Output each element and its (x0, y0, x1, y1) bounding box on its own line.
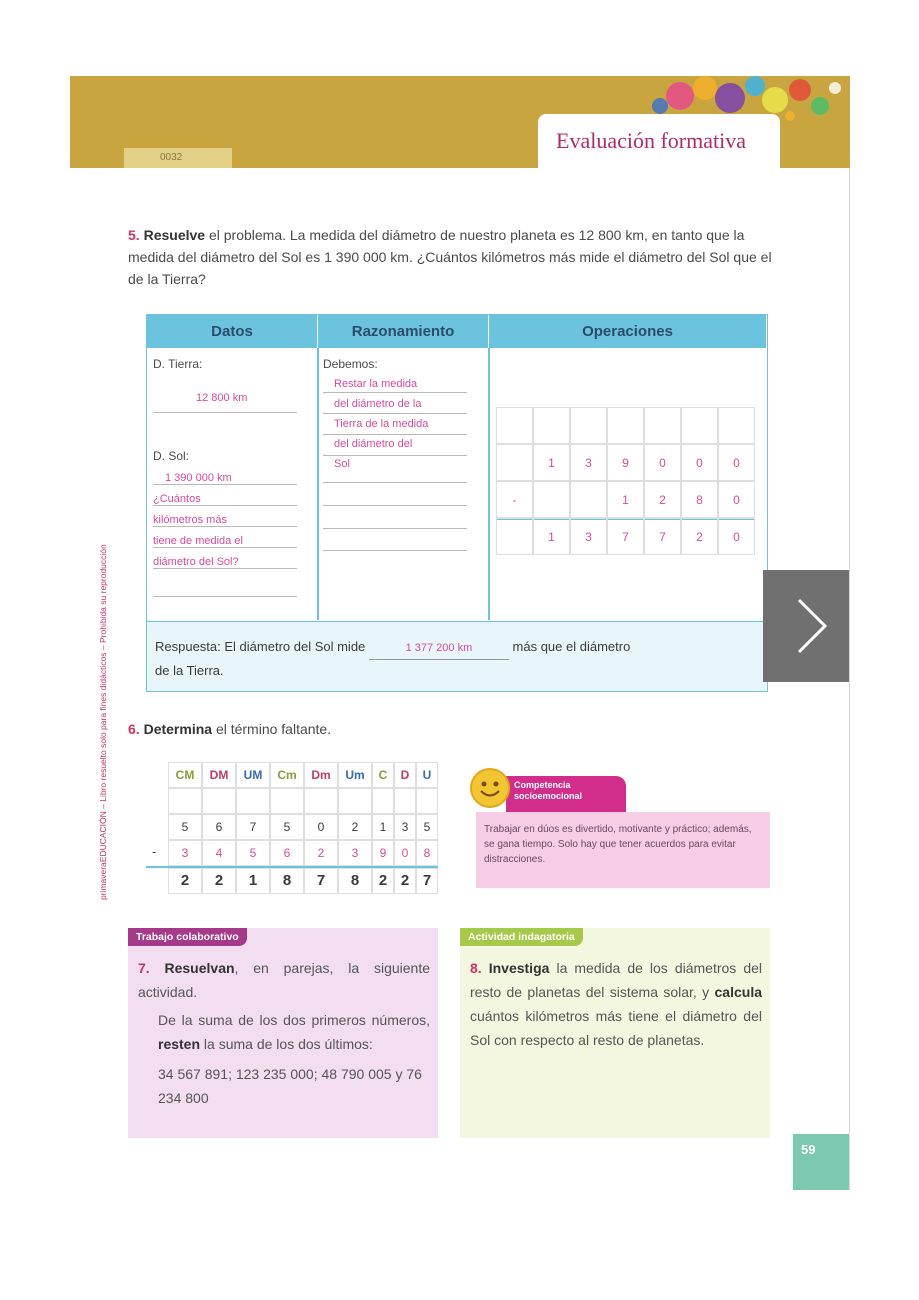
ops-cell (533, 407, 570, 444)
pv-cell: 2 (372, 868, 394, 894)
actividad-indagatoria-label: Actividad indagatoria (460, 928, 583, 946)
datos-sol-label: D. Sol: (153, 449, 190, 463)
pv-cell: 2 (304, 840, 338, 866)
page-code: 0032 (124, 148, 232, 168)
razonamiento-line: Restar la medida (334, 378, 418, 390)
pv-cell: 5 (236, 840, 270, 866)
question-7-text: , en parejas, la siguiente actividad. (138, 960, 430, 1000)
place-value-table (146, 762, 456, 894)
datos-tierra-value: 12 800 km (196, 392, 248, 404)
pv-cell: 8 (416, 840, 438, 866)
header-datos: Datos (147, 315, 317, 348)
pv-cell: 2 (202, 868, 236, 894)
ops-cell (570, 481, 607, 518)
ops-cell (644, 407, 681, 444)
ops-cell: 8 (681, 481, 718, 518)
pv-cell (338, 788, 372, 814)
column-divider (488, 348, 490, 620)
question-8-verb: Investiga (488, 960, 550, 976)
pv-cell: 7 (304, 868, 338, 894)
ops-cell (681, 407, 718, 444)
pv-cell (236, 788, 270, 814)
datos-sol-line: ¿Cuántos (153, 493, 201, 505)
pv-cell: 5 (270, 814, 304, 840)
pv-header: D (394, 762, 416, 788)
question-5-text: el problema. La medida del diámetro de nuestro planeta es 12 800 km, en tanto que la medida del diámetro del Sol es 1 390 000 km. ¿Cuántos kilómetros más mide el diámetro del Sol que el de la Tierra? (128, 227, 772, 287)
question-7-bold: resten (158, 1036, 201, 1052)
smiley-face-icon (472, 770, 508, 806)
answer-line (153, 526, 297, 527)
answer-line (323, 482, 467, 483)
answer-line (323, 434, 467, 435)
competencia-text: Trabajar en dúos es divertido, motivante y práctico; además, se gana tiempo. Solo hay que tener acuerdos para evitar distracciones. (484, 824, 752, 865)
ops-cell: 0 (681, 444, 718, 481)
pv-cell: 4 (202, 840, 236, 866)
pv-cell: 0 (394, 840, 416, 866)
header-operaciones: Operaciones (489, 315, 766, 348)
pv-cell: 2 (168, 868, 202, 894)
answer-line (323, 392, 467, 393)
pv-header: Cm (270, 762, 304, 788)
competencia-label (506, 776, 626, 812)
pv-header: Dm (304, 762, 338, 788)
ops-cell: 0 (718, 518, 755, 555)
answer-line (153, 412, 297, 413)
razonamiento-line: del diámetro del (334, 438, 413, 450)
razonamiento-label: Debemos: (323, 357, 378, 371)
question-6-text: el término faltante. (215, 721, 332, 737)
chevron-right-icon (763, 570, 849, 682)
pv-header: CM (168, 762, 202, 788)
ops-cell (570, 407, 607, 444)
ops-cell (496, 444, 533, 481)
question-8-text: cuántos kilómetros más tiene el diámetro del Sol con respecto al resto de planetas. (470, 1008, 762, 1048)
ops-cell (496, 407, 533, 444)
pv-cell: 2 (338, 814, 372, 840)
pv-header: UM (236, 762, 270, 788)
question-7-text: la suma de los dos últimos: (203, 1036, 373, 1052)
page-number: 59 (793, 1134, 849, 1190)
ops-cell: 1 (533, 518, 570, 555)
pv-cell: 6 (270, 840, 304, 866)
pv-header: DM (202, 762, 236, 788)
ops-cell: 0 (718, 481, 755, 518)
answer-row (147, 621, 766, 691)
pv-cell: 5 (168, 814, 202, 840)
pv-cell: 3 (394, 814, 416, 840)
pv-cell: 3 (338, 840, 372, 866)
pv-cell (270, 788, 304, 814)
ops-cell: 9 (607, 444, 644, 481)
razonamiento-lines (326, 374, 428, 474)
answer-line (153, 596, 297, 597)
answer-line2: de la Tierra. (155, 663, 224, 678)
ops-cell (533, 481, 570, 518)
ops-cell: 3 (570, 444, 607, 481)
pv-header: C (372, 762, 394, 788)
pv-cell: 1 (372, 814, 394, 840)
pv-cell: 6 (202, 814, 236, 840)
datos-sol-line: tiene de medida el (153, 535, 243, 547)
pv-cell: 7 (416, 868, 438, 894)
ops-cell: 0 (718, 444, 755, 481)
ops-cell (607, 407, 644, 444)
pv-cell (416, 788, 438, 814)
question-7-verb: Resuelvan (164, 960, 235, 976)
ops-cell: 2 (644, 481, 681, 518)
question-6-verb: Determina (143, 721, 213, 737)
question-7-text: De la suma de los dos primeros números, (158, 1012, 430, 1028)
column-divider (317, 348, 319, 620)
trabajo-colaborativo-label: Trabajo colaborativo (128, 928, 247, 946)
trabajo-colaborativo-box (128, 928, 438, 1138)
pv-cell: 8 (270, 868, 304, 894)
answer-line (153, 547, 297, 548)
datos-tierra-label: D. Tierra: (153, 357, 203, 371)
answer-line (153, 568, 297, 569)
competencia-label-line: socioemocional (514, 791, 583, 801)
ops-cell: 3 (570, 518, 607, 555)
answer-line (153, 484, 297, 485)
actividad-indagatoria-box (460, 928, 770, 1138)
competencia-box (476, 812, 770, 888)
answer-prefix: Respuesta: El diámetro del Sol mide (155, 639, 366, 654)
ops-cell: 7 (644, 518, 681, 555)
question-5-verb: Resuelve (143, 227, 206, 243)
pv-cell: 5 (416, 814, 438, 840)
page-title: Evaluación formativa (538, 114, 780, 170)
question-6-number: 6. (128, 721, 140, 737)
question-7-numbers: 34 567 891; 123 235 000; 48 790 005 y 76 234 800 (158, 1066, 422, 1106)
smiley-icon (470, 768, 510, 808)
pv-cell (304, 788, 338, 814)
pv-cell: 9 (372, 840, 394, 866)
operations-grid (496, 407, 758, 555)
pv-cell: 2 (394, 868, 416, 894)
ops-cell: 1 (607, 481, 644, 518)
question-5-number: 5. (128, 227, 140, 243)
answer-line (323, 455, 467, 456)
side-copyright-text: primaveraEDUCACIÓN – Libro resuelto solo para fines didácticos – Prohibida su reproducción (98, 544, 108, 900)
question-7-body (138, 1008, 430, 1110)
answer-line (323, 528, 467, 529)
razonamiento-line: Sol (334, 458, 350, 470)
pv-cell (202, 788, 236, 814)
pv-header: Um (338, 762, 372, 788)
question-5 (128, 224, 774, 290)
ops-cell (718, 407, 755, 444)
ops-cell: 2 (681, 518, 718, 555)
pv-cell: 3 (168, 840, 202, 866)
ops-cell: - (496, 481, 533, 518)
question-7-number: 7. (138, 960, 150, 976)
answer-suffix: más que el diámetro (512, 639, 631, 654)
pv-cell (372, 788, 394, 814)
question-8 (470, 956, 762, 1052)
question-8-text: la medida de los diámetros del resto de planetas del sistema solar, y (470, 960, 763, 1000)
answer-value: 1 377 200 km (405, 642, 473, 654)
answer-line (323, 550, 467, 551)
competencia-label-line: Competencia (514, 780, 571, 790)
datos-sol-line: 1 390 000 km (165, 472, 232, 484)
next-page-button[interactable] (763, 570, 849, 682)
pv-header: U (416, 762, 438, 788)
pv-cell: 8 (338, 868, 372, 894)
datos-sol-line: kilómetros más (153, 514, 227, 526)
question-6 (128, 718, 331, 740)
answer-line (323, 413, 467, 414)
minus-sign: - (152, 844, 157, 859)
ops-cell: 1 (533, 444, 570, 481)
question-8-number: 8. (470, 960, 482, 976)
pv-cell: 1 (236, 868, 270, 894)
pv-cell (394, 788, 416, 814)
datos-sol-line: diámetro del Sol? (153, 556, 239, 568)
ops-cell: 7 (607, 518, 644, 555)
pv-cell: 7 (236, 814, 270, 840)
answer-line (323, 505, 467, 506)
question-7 (138, 956, 430, 1110)
question-8-verb2: calcula (714, 984, 762, 1000)
ops-cell: 0 (644, 444, 681, 481)
ops-cell (496, 518, 533, 555)
pv-cell: 0 (304, 814, 338, 840)
header-razonamiento: Razonamiento (318, 315, 488, 348)
razonamiento-line: Tierra de la medida (334, 418, 429, 430)
answer-line (153, 505, 297, 506)
razonamiento-line: del diámetro de la (334, 398, 422, 410)
pv-cell (168, 788, 202, 814)
